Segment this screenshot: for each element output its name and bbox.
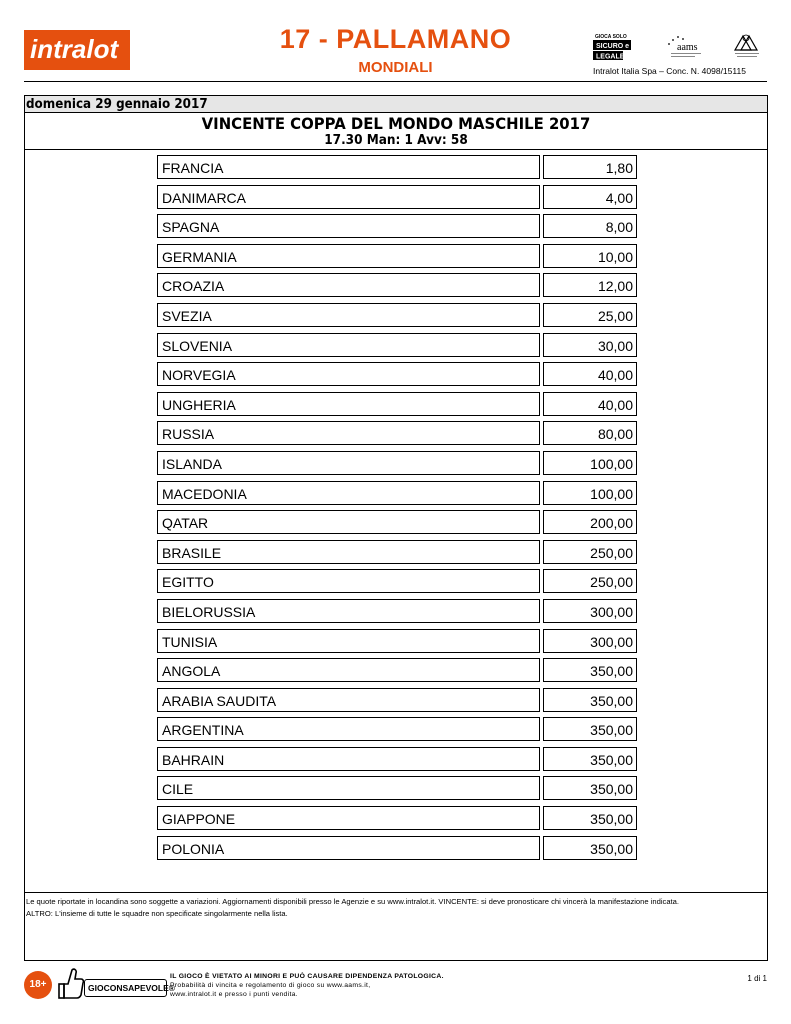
odd-value: 350,00 <box>543 717 637 741</box>
table-row <box>157 658 637 682</box>
odd-value: 250,00 <box>543 540 637 564</box>
header-divider <box>24 81 767 82</box>
team-name: ISLANDA <box>157 451 540 475</box>
aams-logo <box>668 36 701 57</box>
odd-value: 300,00 <box>543 629 637 653</box>
odd-value: 350,00 <box>543 688 637 712</box>
team-name: ANGOLA <box>157 658 540 682</box>
gioconsapevole-label: GIOCONSAPEVOLE® <box>84 979 167 997</box>
table-row <box>157 362 637 386</box>
certification-badges <box>585 30 765 64</box>
team-name: CROAZIA <box>157 273 540 297</box>
table-row <box>157 747 637 771</box>
page-subtitle: MONDIALI <box>358 59 433 76</box>
table-row <box>157 776 637 800</box>
team-name: FRANCIA <box>157 155 540 179</box>
badge-sicuro-text: SICURO e <box>596 43 630 50</box>
warning-line-1: IL GIOCO È VIETATO AI MINORI E PUÒ CAUSARE DIPENDENZA PATOLOGICA. <box>170 973 444 980</box>
table-row <box>157 481 637 505</box>
event-info: 17.30 Man: 1 Avv: 58 <box>324 133 468 148</box>
team-name: SPAGNA <box>157 214 540 238</box>
table-row <box>157 569 637 593</box>
table-row <box>157 717 637 741</box>
table-row <box>157 214 637 238</box>
team-name: CILE <box>157 776 540 800</box>
team-name: GERMANIA <box>157 244 540 268</box>
team-name: SLOVENIA <box>157 333 540 357</box>
team-name: UNGHERIA <box>157 392 540 416</box>
odd-value: 350,00 <box>543 776 637 800</box>
team-name: ARGENTINA <box>157 717 540 741</box>
odds-table <box>157 155 637 865</box>
team-name: RUSSIA <box>157 421 540 445</box>
warning-line-2: Probabilità di vincita e regolamento di gioco su www.aams.it, <box>170 982 371 989</box>
team-name: DANIMARCA <box>157 185 540 209</box>
odd-value: 250,00 <box>543 569 637 593</box>
logo-text: intralot <box>30 34 119 64</box>
odd-value: 200,00 <box>543 510 637 534</box>
table-row <box>157 629 637 653</box>
licence-text: Intralot Italia Spa – Conc. N. 4098/15115 <box>593 66 746 76</box>
odd-value: 350,00 <box>543 658 637 682</box>
team-name: TUNISIA <box>157 629 540 653</box>
team-name: EGITTO <box>157 569 540 593</box>
table-row <box>157 806 637 830</box>
table-row <box>157 599 637 623</box>
age-limit-badge: 18+ <box>24 971 52 999</box>
warning-line-3: www.intralot.it e presso i punti vendita. <box>170 991 298 998</box>
odd-value: 1,80 <box>543 155 637 179</box>
event-title: VINCENTE COPPA DEL MONDO MASCHILE 2017 <box>201 114 591 133</box>
team-name: MACEDONIA <box>157 481 540 505</box>
page-title: 17 - PALLAMANO <box>279 24 512 54</box>
badge-legale-text: LEGALE <box>596 53 625 61</box>
table-row <box>157 510 637 534</box>
odd-value: 300,00 <box>543 599 637 623</box>
table-row <box>157 836 637 860</box>
odd-value: 4,00 <box>543 185 637 209</box>
team-name: SVEZIA <box>157 303 540 327</box>
odd-value: 100,00 <box>543 481 637 505</box>
footer <box>24 966 767 1000</box>
odd-value: 350,00 <box>543 836 637 860</box>
table-row <box>157 303 637 327</box>
odd-value: 25,00 <box>543 303 637 327</box>
notes-line-2: ALTRO: L'insieme di tutte le squadre non specificate singolarmente nella lista. <box>26 909 288 918</box>
notes-divider <box>25 892 767 893</box>
odd-value: 350,00 <box>543 806 637 830</box>
team-name: POLONIA <box>157 836 540 860</box>
odd-value: 12,00 <box>543 273 637 297</box>
table-row <box>157 185 637 209</box>
table-row <box>157 244 637 268</box>
odd-value: 10,00 <box>543 244 637 268</box>
team-name: ARABIA SAUDITA <box>157 688 540 712</box>
gioco-legale-seal <box>735 35 759 57</box>
event-date: domenica 29 gennaio 2017 <box>26 97 208 112</box>
table-row <box>157 540 637 564</box>
table-row <box>157 155 637 179</box>
team-name: GIAPPONE <box>157 806 540 830</box>
notes-line-1: Le quote riportate in locandina sono soggette a variazioni. Aggiornamenti disponibili presso le Agenzie e su www.intralot.it. VINCENTE: si deve pronosticare chi vincerà la manifestazione indicata. <box>26 897 679 906</box>
odd-value: 8,00 <box>543 214 637 238</box>
badge-gioca-text: GIOCA SOLO <box>595 34 627 40</box>
table-row <box>157 392 637 416</box>
notes <box>26 896 766 920</box>
table-row <box>157 333 637 357</box>
odd-value: 100,00 <box>543 451 637 475</box>
odd-value: 40,00 <box>543 362 637 386</box>
table-row <box>157 273 637 297</box>
odd-value: 80,00 <box>543 421 637 445</box>
team-name: BAHRAIN <box>157 747 540 771</box>
team-name: BIELORUSSIA <box>157 599 540 623</box>
gambling-warning <box>170 972 444 999</box>
team-name: BRASILE <box>157 540 540 564</box>
page-number: 1 di 1 <box>747 974 767 983</box>
odd-value: 30,00 <box>543 333 637 357</box>
aams-text: aams <box>677 42 698 53</box>
team-name: QATAR <box>157 510 540 534</box>
table-row <box>157 451 637 475</box>
odd-value: 40,00 <box>543 392 637 416</box>
table-row <box>157 421 637 445</box>
odd-value: 350,00 <box>543 747 637 771</box>
thumbs-up-icon <box>58 966 84 1000</box>
date-bar <box>25 96 767 113</box>
event-header <box>25 113 767 150</box>
table-row <box>157 688 637 712</box>
odds-sheet <box>24 95 768 961</box>
team-name: NORVEGIA <box>157 362 540 386</box>
